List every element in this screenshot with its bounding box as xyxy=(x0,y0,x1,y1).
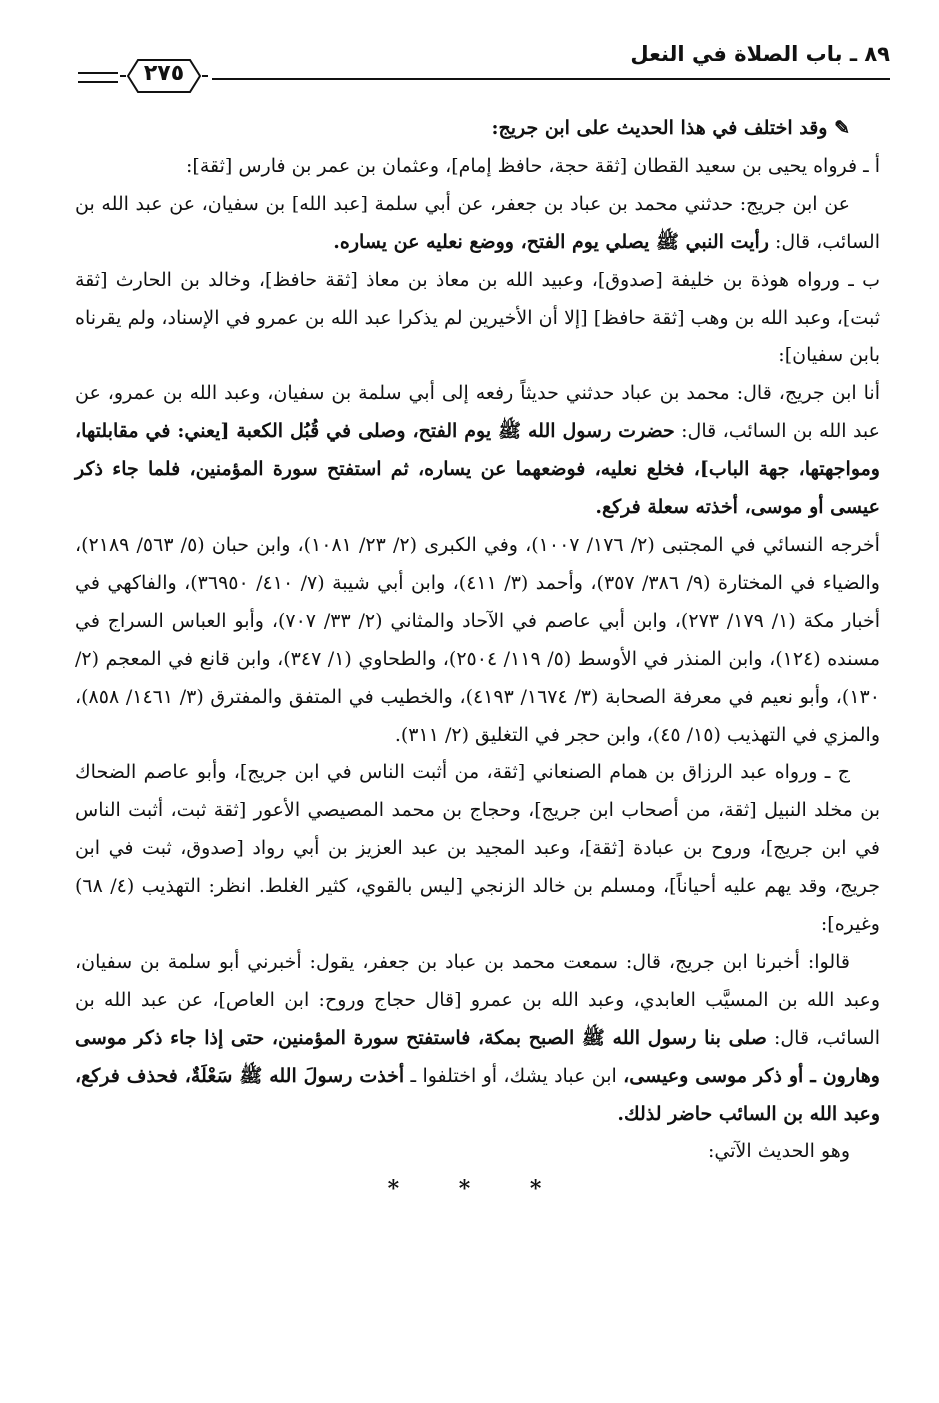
section-c-matn-1: صلى بنا رسول الله ﷺ الصبح بمكة، فاستفتح سورة المؤمنين، حتى إذا جاء ذكر موسى وهارون ـ أو ذكر موسى وعيسى، xyxy=(75,1026,880,1087)
section-c-note: ابن عباد يشك، أو اختلفوا ـ xyxy=(404,1064,624,1087)
header-rule xyxy=(212,78,890,80)
section-b-takhrij: أخرجه النسائي في المجتبى (٢/ ١٧٦/ ١٠٠٧)، وفي الكبرى (٢/ ٢٣/ ١٠٨١)، وابن حبان (٥/ ٥٦٣/ ٢١٨٩)، والضياء في المختارة (٩/ ٣٨٦/ ٣٥٧)، وأحمد (٣/ ٤١١)، وابن أبي شيبة (٧/ ٤١٠/ ٣٦٩٥٠)، والفاكهي في أخبار مكة (١/ ١٧٩/ ٢٧٣)، وابن أبي عاصم في الآحاد والمثاني (٢/ ٣٣/ ٧٠٧)، وأبو العباس السراج في مسنده (١٢٤)، وابن المنذر في الأوسط (٥/ ١١٩/ ٢٥٠٤)، والطحاوي (١/ ٣٤٧)، وابن قانع في المعجم (٢/ ١٣٠)، وأبو نعيم في معرفة الصحابة (٣/ ١٦٧٤/ ٤١٩٣)، والخطيب في المتفق والمفترق (٣/ ١٤٦١/ ٨٥٨)، والمزي في التهذيب (١٥/ ٤٥)، وابن حجر في التغليق (٢/ ٣١١). xyxy=(75,533,880,746)
section-b-narrators: ب ـ ورواه هوذة بن خليفة [صدوق]، وعبيد الله بن معاذ بن معاذ [ثقة حافظ]، وخالد بن الحارث [ثقة ثبت]، وعبد الله بن وهب [ثقة حافظ] [إلا أن الأخيرين لم يذكرا عبد الله بن عمرو في الإسناد، ولم يقرناه بابن سفيان]: xyxy=(75,268,880,367)
page-number: ٢٧٥ xyxy=(143,61,185,86)
header-double-rule xyxy=(78,72,118,83)
chapter-title: ٨٩ ـ باب الصلاة في النعل xyxy=(630,42,890,66)
section-c-isnad: قالوا: أخبرنا ابن جريج، قال: سمعت محمد بن عباد بن جعفر، يقول: أخبرني أبو سلمة بن سفيان، وعبد الله بن المسيَّب العابدي، وعبد الله بن عمرو [قال حجاج وروح: ابن العاص]، عن عبد الله بن السائب، قال: xyxy=(75,950,880,1049)
section-a-narrators: أ ـ فرواه يحيى بن سعيد القطان [ثقة حجة، حافظ إمام]، وعثمان بن عمر بن فارس [ثقة]: xyxy=(186,154,880,177)
page-body xyxy=(75,110,880,1209)
section-a-isnad: عن ابن جريج: حدثني محمد بن عباد بن جعفر، عن أبي سلمة [عبد الله] بن سفيان، عن عبد الله بن السائب، قال: xyxy=(75,192,880,253)
section-b-matn: حضرت رسول الله ﷺ يوم الفتح، وصلى في قُبُل الكعبة [يعني: في مقابلتها، ومواجهتها، جهة الباب]، فخلع نعليه، فوضعهما عن يساره، ثم استفتح سورة المؤمنين، فلما جاء ذكر عيسى أو موسى، أخذته سعلة فركع. xyxy=(75,420,880,519)
page-header xyxy=(60,38,890,98)
section-c-narrators: ج ـ ورواه عبد الرزاق بن همام الصنعاني [ثقة، من أثبت الناس في ابن جريج]، وأبو عاصم الضحاك بن مخلد النبيل [ثقة، من أصحاب ابن جريج]، وحجاج بن محمد المصيصي الأعور [ثقة ثبت، أثبت الناس في ابن جريج]، وروح بن عبادة [ثقة]، وعبد المجيد بن عبد العزيز بن أبي رواد [صدوق، ثبت في ابن جريج، وقد يهم عليه أحياناً]، ومسلم بن خالد الزنجي [ليس بالقوي، كثير الغلط. انظر: التهذيب (٤/ ٦٨) وغيره]: xyxy=(75,761,880,936)
page-number-badge xyxy=(118,56,210,96)
section-a-hadith xyxy=(75,186,880,262)
outro-text: وهو الحديث الآتي: xyxy=(708,1140,850,1163)
section-b-isnad: أنا ابن جريج، قال: محمد بن عباد حدثني حديثاً رفعه إلى أبي سلمة بن سفيان، وعبد الله بن عمرو، عن عبد الله بن السائب، قال: xyxy=(75,382,881,443)
section-separator: * * * xyxy=(387,1176,568,1203)
section-b-hadith xyxy=(75,375,880,527)
section-a-matn: رأيت النبي ﷺ يصلي يوم الفتح، ووضع نعليه عن يساره. xyxy=(333,230,769,253)
intro-heading: ✎ وقد اختلف في هذا الحديث على ابن جريج: xyxy=(491,117,850,139)
section-c-matn-2: أخذت رسولَ الله ﷺ سَعْلَةٌ، فحذف فركع، وعبد الله بن السائب حاضر لذلك. xyxy=(75,1064,880,1125)
section-c-hadith xyxy=(75,944,880,1134)
